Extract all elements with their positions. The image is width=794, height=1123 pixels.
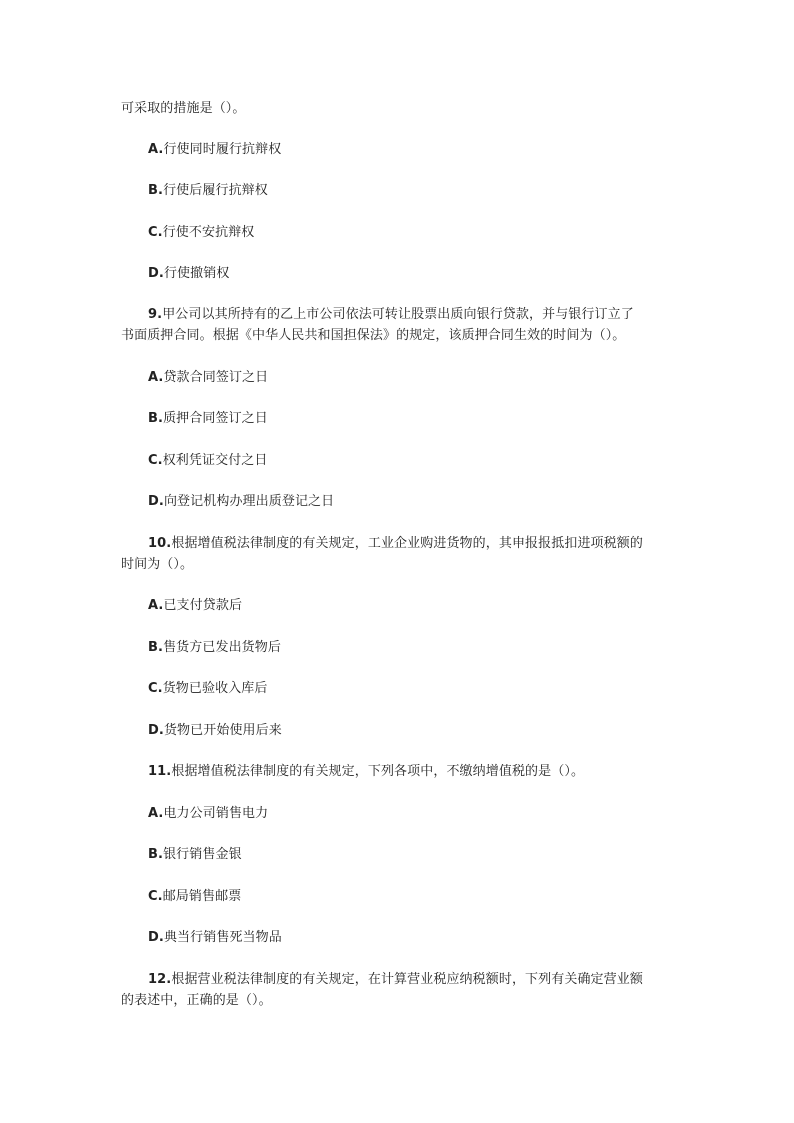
option-text: 售货方已发出货物后 [163,640,281,655]
question-text: 的表述中，正确的是（）。 [121,993,272,1008]
question-continuation [121,101,246,117]
option-text: 货物已开始使用后来 [163,723,282,738]
option-text: 邮局销售邮票 [162,889,242,904]
option-letter: D. [148,723,164,738]
question-number: 12. [148,972,172,987]
option-text: 典当行销售死当物品 [163,930,282,945]
option-b [148,411,268,427]
question-text: 根据营业税法律制度的有关规定，在计算营业税应纳税额时，下列有关确定营业额 [171,972,643,987]
option-text: 贷款合同签订之日 [163,370,269,385]
option-a [148,806,268,822]
option-d [148,723,282,739]
option-letter: A. [148,806,164,821]
option-letter: C. [148,681,163,696]
option-text: 货物已验收入库后 [162,681,268,696]
question-12-line-2 [121,993,272,1009]
option-text: 向登记机构办理出质登记之日 [163,494,335,509]
option-text: 电力公司销售电力 [163,806,269,821]
option-b [148,847,242,863]
option-text: 行使后履行抗辩权 [163,183,268,198]
option-text: 行使撤销权 [163,266,230,281]
option-b [148,640,281,656]
question-12-line-1 [148,972,643,988]
option-a [148,598,242,614]
option-c [148,681,268,697]
question-text: 书面质押合同。根据《中华人民共和国担保法》的规定，该质押合同生效的时间为（）。 [121,328,626,343]
option-letter: D. [148,266,164,281]
question-text: 时间为（）。 [121,557,194,572]
option-a [148,370,268,386]
option-a [148,142,281,158]
option-letter: A. [148,598,164,613]
question-text: 根据增值税法律制度的有关规定，工业企业购进货物的，其申报报抵扣进项税额的 [171,536,643,551]
option-c [148,889,241,905]
question-10-line-1 [148,536,643,552]
question-number: 11. [148,764,172,779]
option-c [148,225,254,241]
option-letter: A. [148,370,164,385]
option-letter: B. [148,847,164,862]
option-letter: D. [148,494,164,509]
option-text: 权利凭证交付之日 [162,453,268,468]
option-letter: B. [148,640,164,655]
option-d [148,494,334,510]
option-letter: B. [148,411,164,426]
question-text: 可采取的措施是（）。 [121,101,246,116]
option-text: 行使同时履行抗辩权 [163,142,282,157]
option-letter: A. [148,142,164,157]
option-b [148,183,268,199]
question-text: 甲公司以其所持有的乙上市公司依法可转让股票出质向银行贷款，并与银行订立了 [162,307,634,322]
option-text: 已支付贷款后 [163,598,243,613]
question-11-line-1 [148,764,584,780]
question-9-line-1 [148,307,634,323]
question-number: 10. [148,536,172,551]
option-c [148,453,268,469]
question-text: 根据增值税法律制度的有关规定，下列各项中，不缴纳增值税的是（）。 [171,764,585,779]
option-letter: B. [148,183,164,198]
option-letter: C. [148,453,163,468]
question-10-line-2 [121,557,193,573]
option-text: 质押合同签订之日 [163,411,268,426]
option-letter: C. [148,889,163,904]
option-text: 行使不安抗辩权 [162,225,255,240]
option-letter: C. [148,225,163,240]
option-d [148,266,229,282]
option-letter: D. [148,930,164,945]
option-text: 银行销售金银 [163,847,242,862]
question-number: 9. [148,307,163,322]
question-9-line-2 [121,328,625,344]
option-d [148,930,282,946]
